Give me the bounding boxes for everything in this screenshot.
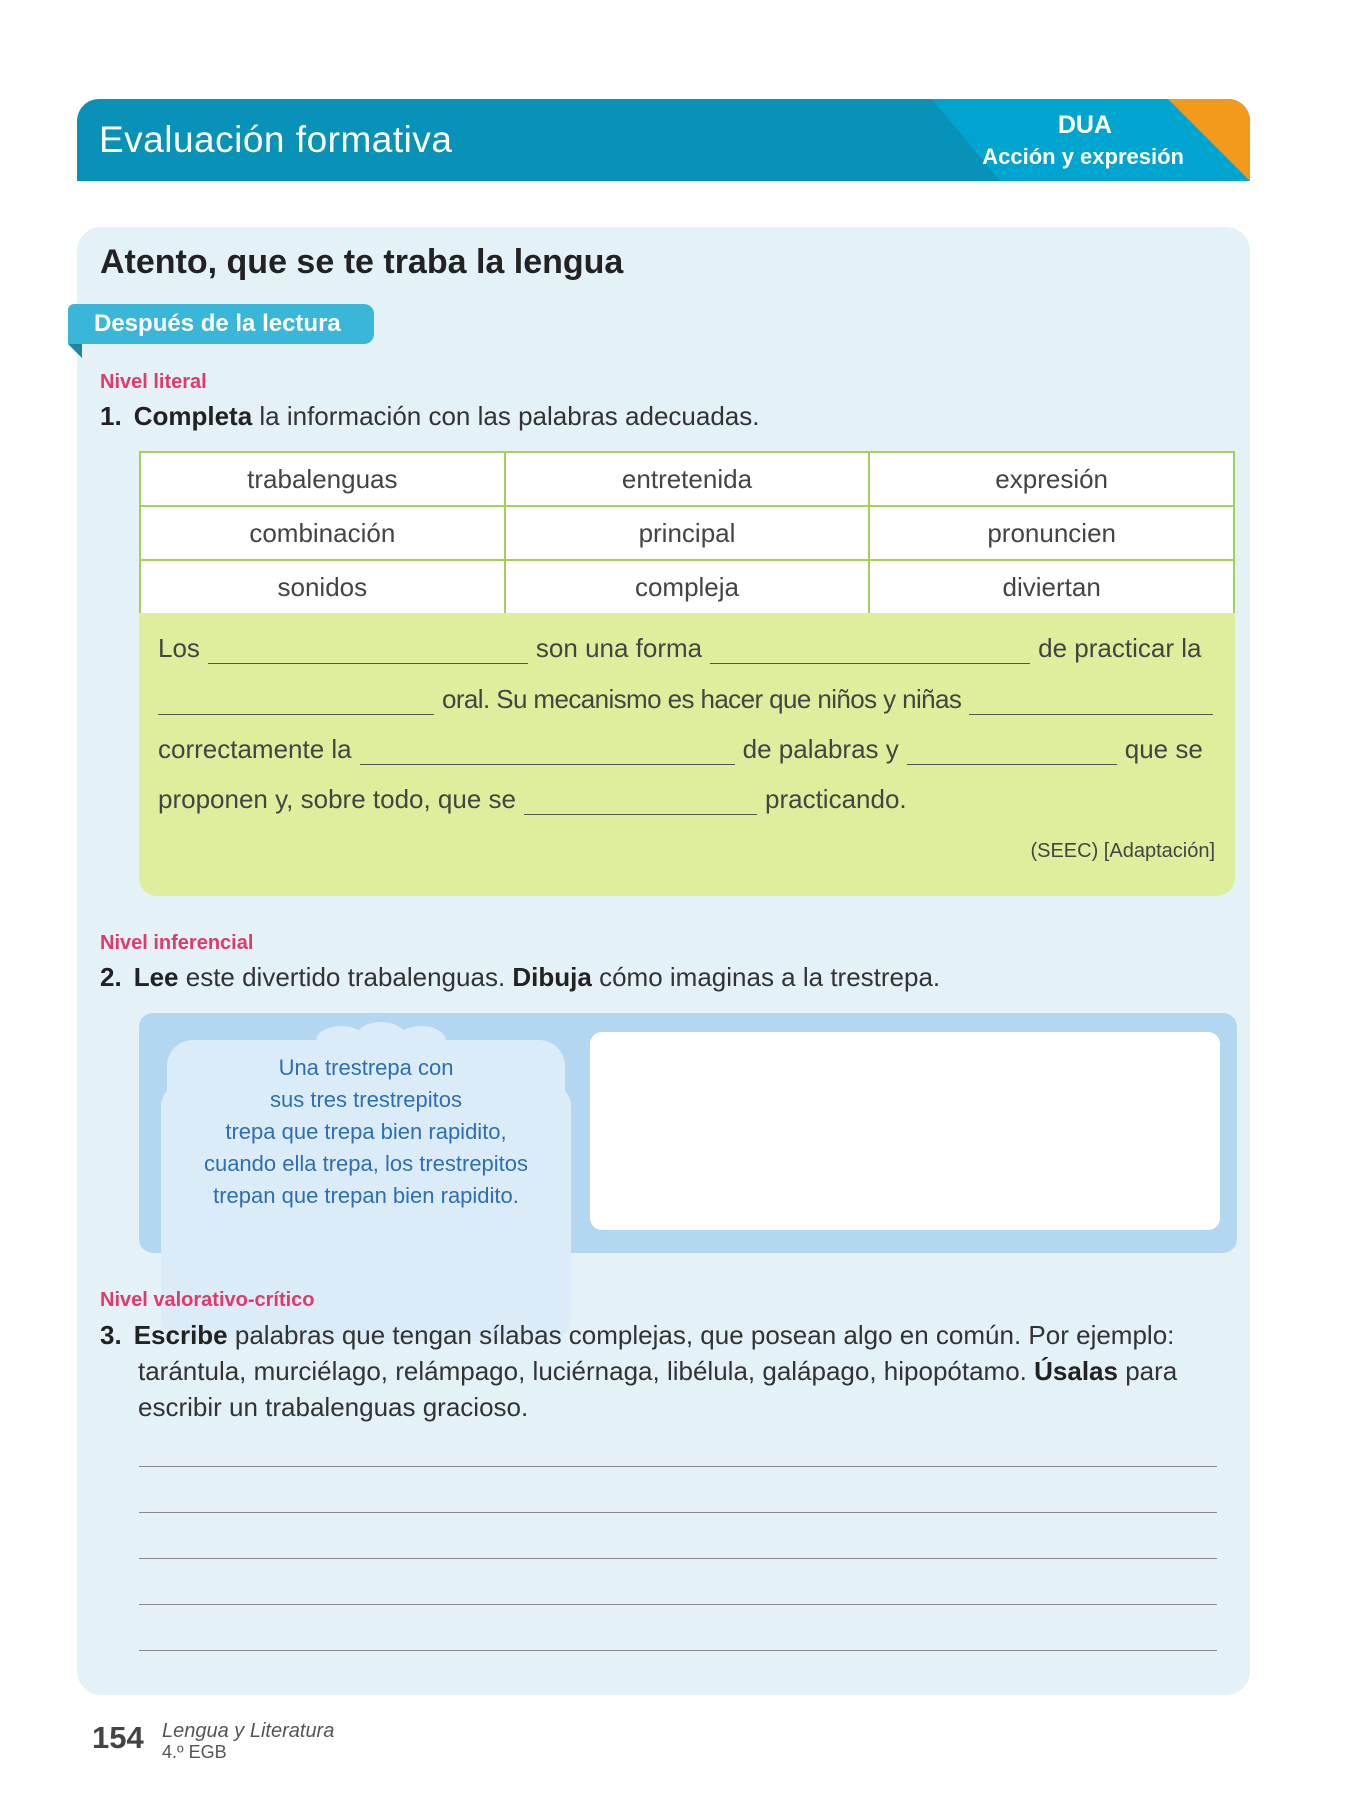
question-text-line-2 [100,1353,1234,1389]
word-bank-table [139,451,1235,615]
header-banner [77,99,1250,181]
level-inferential: Nivel inferencial [100,932,254,954]
fill-text: de practicar la [1038,633,1202,663]
activity-panel [77,227,1250,1695]
question-number: 1. [100,401,122,431]
footer-grade: 4.º EGB [162,1742,227,1762]
fill-line-3 [158,734,1213,765]
ribbon-fold [68,344,82,358]
question-verb: Lee [133,962,179,992]
page-number: 154 [92,1720,144,1755]
question-text: para [1125,1356,1178,1386]
word-cell: trabalenguas [140,452,505,506]
source-citation: (SEEC) [Adaptación] [1030,840,1215,862]
question-text: palabras que tengan sílabas complejas, que posean algo en común. Por ejemplo: [234,1320,1175,1350]
writing-line[interactable] [139,1512,1217,1513]
writing-line[interactable] [139,1604,1217,1605]
fill-blank[interactable] [524,786,757,815]
word-cell: expresión [869,452,1234,506]
level-critical: Nivel valorativo-crítico [100,1289,315,1311]
word-cell: compleja [505,560,870,614]
fill-line-1 [158,633,1213,664]
question-number: 2. [100,962,122,992]
fill-text: Los [158,633,200,663]
fill-text: oral. Su mecanismo es hacer que niños y niñas [442,684,962,714]
writing-line[interactable] [139,1650,1217,1651]
writing-line[interactable] [139,1558,1217,1559]
fill-text: proponen y, sobre todo, que se [158,784,516,814]
table-row [140,506,1234,560]
poem-line: trepa que trepa bien rapidito, [225,1119,507,1144]
fill-text: son una forma [535,633,703,663]
footer-subject: Lengua y Literatura [162,1720,335,1742]
poem-line: sus tres trestrepitos [270,1087,462,1112]
question-verb: Escribe [133,1320,228,1350]
word-cell: sonidos [140,560,505,614]
question-3 [100,1317,1234,1425]
banner-title: Evaluación formativa [99,119,453,160]
table-row [140,452,1234,506]
question-verb: Úsalas [1034,1356,1118,1386]
poem-line: cuando ella trepa, los trestrepitos [203,1151,529,1176]
drawing-area[interactable] [590,1032,1220,1230]
question-text: la información con las palabras adecuadas. [259,401,760,431]
section-title: Atento, que se te traba la lengua [100,243,624,281]
question-verb: Dibuja [512,962,592,992]
question-text: cómo imaginas a la trestrepa. [599,962,941,992]
table-row [140,560,1234,614]
word-cell: principal [505,506,870,560]
writing-line[interactable] [139,1466,1217,1467]
fill-text: correctamente la [158,734,352,764]
fill-blank[interactable] [969,686,1213,715]
question-text: escribir un trabalenguas gracioso. [138,1392,529,1422]
word-cell: diviertan [869,560,1234,614]
word-cell: entretenida [505,452,870,506]
word-cell: combinación [140,506,505,560]
word-cell: pronuncien [869,506,1234,560]
fill-text: practicando. [765,784,907,814]
poem-line: Una trestrepa con [278,1055,454,1080]
question-text: este divertido trabalenguas. [185,962,506,992]
question-1 [100,401,759,432]
fill-line-2 [158,684,1213,715]
tongue-twister-poem [167,1052,565,1212]
dua-title: DUA [1057,111,1112,139]
fill-line-4 [158,784,1213,815]
fill-text: de palabras y [742,734,899,764]
fill-text: que se [1124,734,1203,764]
fill-blank[interactable] [208,635,528,664]
question-text: tarántula, murciélago, relámpago, luciérnaga, libélula, galápago, hipopótamo. [138,1356,1027,1386]
poem-line: trepan que trepan bien rapidito. [213,1183,519,1208]
fill-blank[interactable] [907,736,1117,765]
fill-blank[interactable] [360,736,735,765]
fill-blank[interactable] [710,635,1030,664]
level-literal: Nivel literal [100,371,207,393]
question-number: 3. [100,1320,122,1350]
question-verb: Completa [133,401,253,431]
fill-blank[interactable] [158,686,434,715]
question-2 [100,962,940,993]
ribbon-label: Después de la lectura [94,310,341,337]
dua-subtitle: Acción y expresión [982,144,1184,169]
